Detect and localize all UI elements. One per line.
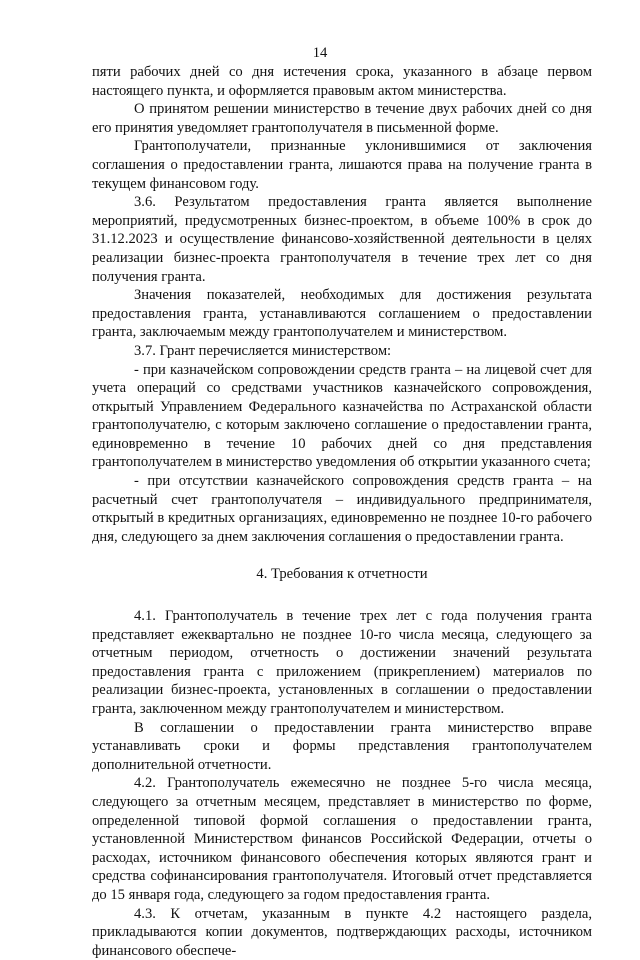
paragraph: 3.6. Результатом предоставления гранта является выполнение мероприятий, предусмотренных бизнес-проектом, в объеме 100% в срок до 31.12.2023 и осуществление финансово-хозяйственной деятельности в целях реализации бизнес-проекта грантополучателя в течение трех лет со дня получения гранта. — [92, 194, 592, 285]
page-number: 14 — [312, 45, 328, 61]
paragraph: 4.1. Грантополучатель в течение трех лет с года получения гранта представляет ежеквартально не позднее 10-го числа месяца, следующего за отчетным периодом, отчетность о достижении значений результата предоставления гранта с приложением (прикреплением) материалов по реализации бизнес-проекта, установленных в соглашении о предоставлении гранта, заключенном между грантополучателем и министерством. — [92, 608, 592, 717]
paragraph: Грантополучатели, признанные уклонившимися от заключения соглашения о предоставлении гранта, лишаются права на получение гранта в текущем финансовом году. — [92, 138, 592, 192]
section-4-paragraphs — [92, 607, 592, 960]
paragraph: 4.2. Грантополучатель ежемесячно не позднее 5-го числа месяца, следующего за отчетным месяцем, представляет в министерство по форме, определенной типовой формой соглашения о предоставлении гранта, установленной Министерством финансов Российской Федерации, отчеты о расходах, источником финансового обеспечения которых являются грант и средства софинансирования грантополучателя. Итоговый отчет представляется до 15 января года, следующего за годом предоставления гранта. — [92, 775, 592, 903]
paragraph: пяти рабочих дней со дня истечения срока, указанного в абзаце первом настоящего пункта, и оформляется правовым актом министерства. — [92, 64, 592, 99]
paragraph: В соглашении о предоставлении гранта министерство вправе устанавливать сроки и формы представления грантополучателем дополнительной отчетности. — [92, 719, 592, 773]
paragraph: Значения показателей, необходимых для достижения результата предоставления гранта, устанавливаются соглашением о предоставлении гранта, заключаемым между грантополучателем и министерством. — [92, 287, 592, 341]
document-body — [92, 63, 592, 960]
section-3-paragraphs — [92, 63, 592, 546]
paragraph: 3.7. Грант перечисляется министерством: — [134, 342, 392, 359]
paragraph: О принятом решении министерство в течение двух рабочих дней со дня его принятия уведомляет грантополучателя в письменной форме. — [92, 101, 592, 136]
paragraph: - при казначейском сопровождении средств гранта – на лицевой счет для учета операций со средствами участников казначейского сопровождения, открытый Управлением Федерального казначейства по Астраханской области грантополучателю, с которым заключено соглашение о предоставлении гранта, единовременно в течение 10 рабочих дней со дня представления грантополучателем в министерство уведомления об открытии указанного счета; — [92, 361, 592, 471]
paragraph: - при отсутствии казначейского сопровождения средств гранта – на расчетный счет грантополучателя – индивидуального предпринимателя, открытый в кредитных организациях, единовременно не позднее 10-го рабочего дня, следующего за днем заключения соглашения о предоставлении гранта. — [92, 473, 592, 545]
section-heading: 4. Требования к отчетности — [256, 566, 428, 583]
paragraph: 4.3. К отчетам, указанным в пункте 4.2 настоящего раздела, прикладываются копии документов, подтверждающих расходы, источником финансового обеспече- — [92, 905, 592, 959]
